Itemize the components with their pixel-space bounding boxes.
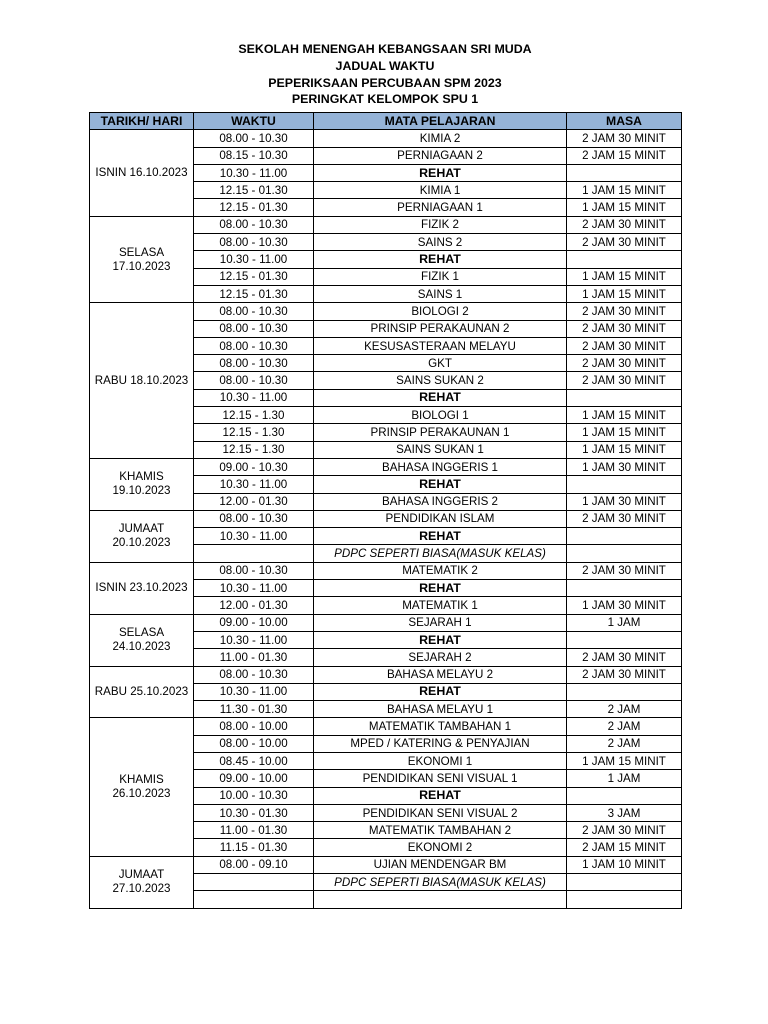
subject-cell: PDPC SEPERTI BIASA(MASUK KELAS): [314, 545, 567, 562]
subject-cell: PRINSIP PERAKAUNAN 2: [314, 320, 567, 337]
time-cell: 10.30 - 11.00: [194, 528, 314, 545]
subject-cell: SEJARAH 1: [314, 614, 567, 631]
time-cell: 08.00 - 10.30: [194, 562, 314, 579]
duration-cell: 2 JAM: [567, 735, 682, 752]
table-row: [90, 614, 682, 631]
day-cell: SELASA 24.10.2023: [90, 614, 194, 666]
duration-cell: 2 JAM 30 MINIT: [567, 822, 682, 839]
duration-cell: 1 JAM: [567, 770, 682, 787]
time-cell: 08.00 - 10.30: [194, 372, 314, 389]
subject-cell: EKONOMI 1: [314, 752, 567, 769]
subject-cell: REHAT: [314, 580, 567, 597]
time-cell: 08.00 - 10.30: [194, 216, 314, 233]
col-header-duration: MASA: [567, 113, 682, 130]
subject-cell: MPED / KATERING & PENYAJIAN: [314, 735, 567, 752]
subject-cell: PENDIDIKAN ISLAM: [314, 510, 567, 527]
subject-cell: SAINS SUKAN 1: [314, 441, 567, 458]
duration-cell: 1 JAM 10 MINIT: [567, 856, 682, 873]
exam-level: PERINGKAT KELOMPOK SPU 1: [291, 92, 479, 107]
day-cell: SELASA 17.10.2023: [90, 216, 194, 302]
duration-cell: 2 JAM 30 MINIT: [567, 337, 682, 354]
time-cell: 12.15 - 01.30: [194, 199, 314, 216]
time-cell: 08.15 - 10.30: [194, 147, 314, 164]
day-cell: RABU 18.10.2023: [90, 303, 194, 459]
duration-cell: [567, 874, 682, 891]
duration-cell: 1 JAM 30 MINIT: [567, 597, 682, 614]
duration-cell: 2 JAM 15 MINIT: [567, 839, 682, 856]
duration-cell: 3 JAM: [567, 804, 682, 821]
subject-cell: REHAT: [314, 683, 567, 700]
subject-cell: FIZIK 2: [314, 216, 567, 233]
subject-cell: BAHASA MELAYU 2: [314, 666, 567, 683]
time-cell: 12.15 - 01.30: [194, 285, 314, 302]
duration-cell: [567, 545, 682, 562]
duration-cell: 1 JAM 15 MINIT: [567, 752, 682, 769]
time-cell: 12.15 - 1.30: [194, 424, 314, 441]
duration-cell: 1 JAM 15 MINIT: [567, 424, 682, 441]
time-cell: 08.00 - 10.30: [194, 234, 314, 251]
subject-cell: REHAT: [314, 528, 567, 545]
time-cell: 11.15 - 01.30: [194, 839, 314, 856]
table-row: [90, 856, 682, 873]
time-cell: 10.30 - 11.00: [194, 164, 314, 181]
subject-cell: PENDIDIKAN SENI VISUAL 1: [314, 770, 567, 787]
table-row: [90, 562, 682, 579]
time-cell: 10.30 - 11.00: [194, 389, 314, 406]
duration-cell: [567, 164, 682, 181]
subject-cell: SAINS 2: [314, 234, 567, 251]
timetable-body: [90, 130, 682, 908]
document-header: [89, 41, 681, 108]
day-cell: KHAMIS 26.10.2023: [90, 718, 194, 856]
time-cell: 11.30 - 01.30: [194, 701, 314, 718]
duration-cell: [567, 389, 682, 406]
subject-cell: MATEMATIK TAMBAHAN 2: [314, 822, 567, 839]
subject-cell: REHAT: [314, 251, 567, 268]
subject-cell: FIZIK 1: [314, 268, 567, 285]
duration-cell: 1 JAM: [567, 614, 682, 631]
subject-cell: MATEMATIK 1: [314, 597, 567, 614]
subject-cell: SEJARAH 2: [314, 649, 567, 666]
col-header-time: WAKTU: [194, 113, 314, 130]
subject-cell: KIMIA 2: [314, 130, 567, 147]
time-cell: 08.00 - 10.30: [194, 355, 314, 372]
time-cell: 08.00 - 09.10: [194, 856, 314, 873]
col-header-subject: MATA PELAJARAN: [314, 113, 567, 130]
time-cell: 09.00 - 10.00: [194, 770, 314, 787]
table-row: [90, 666, 682, 683]
subject-cell: REHAT: [314, 787, 567, 804]
day-cell: JUMAAT 27.10.2023: [90, 856, 194, 908]
time-cell: 11.00 - 01.30: [194, 649, 314, 666]
duration-cell: 2 JAM 30 MINIT: [567, 510, 682, 527]
duration-cell: 2 JAM: [567, 701, 682, 718]
duration-cell: [567, 528, 682, 545]
school-name: SEKOLAH MENENGAH KEBANGSAAN SRI MUDA: [238, 42, 532, 56]
subject-cell: EKONOMI 2: [314, 839, 567, 856]
subject-cell: PERNIAGAAN 2: [314, 147, 567, 164]
time-cell: 10.30 - 11.00: [194, 476, 314, 493]
time-cell: 10.00 - 10.30: [194, 787, 314, 804]
duration-cell: 1 JAM 30 MINIT: [567, 458, 682, 475]
time-cell: 08.00 - 10.00: [194, 718, 314, 735]
time-cell: 12.15 - 01.30: [194, 182, 314, 199]
duration-cell: 1 JAM 15 MINIT: [567, 182, 682, 199]
subject-cell: MATEMATIK TAMBAHAN 1: [314, 718, 567, 735]
time-cell: 08.00 - 10.30: [194, 130, 314, 147]
subject-cell: BAHASA INGGERIS 1: [314, 458, 567, 475]
subject-cell: MATEMATIK 2: [314, 562, 567, 579]
subject-cell: REHAT: [314, 476, 567, 493]
duration-cell: [567, 580, 682, 597]
time-cell: 08.45 - 10.00: [194, 752, 314, 769]
time-cell: 12.15 - 1.30: [194, 407, 314, 424]
duration-cell: 1 JAM 15 MINIT: [567, 407, 682, 424]
duration-cell: 1 JAM 15 MINIT: [567, 268, 682, 285]
duration-cell: [567, 683, 682, 700]
day-cell: JUMAAT 20.10.2023: [90, 510, 194, 562]
time-cell: 10.30 - 11.00: [194, 251, 314, 268]
time-cell: 08.00 - 10.30: [194, 666, 314, 683]
col-header-date: TARIKH/ HARI: [90, 113, 194, 130]
duration-cell: 2 JAM 30 MINIT: [567, 303, 682, 320]
timetable: [89, 112, 682, 909]
subject-cell: GKT: [314, 355, 567, 372]
subject-cell: UJIAN MENDENGAR BM: [314, 856, 567, 873]
time-cell: 08.00 - 10.30: [194, 303, 314, 320]
subject-cell: BAHASA INGGERIS 2: [314, 493, 567, 510]
day-cell: ISNIN 23.10.2023: [90, 562, 194, 614]
time-cell: 08.00 - 10.30: [194, 510, 314, 527]
subject-cell: PENDIDIKAN SENI VISUAL 2: [314, 804, 567, 821]
time-cell: 12.00 - 01.30: [194, 493, 314, 510]
duration-cell: 2 JAM 30 MINIT: [567, 130, 682, 147]
duration-cell: 2 JAM: [567, 718, 682, 735]
time-cell: 09.00 - 10.30: [194, 458, 314, 475]
duration-cell: 1 JAM 15 MINIT: [567, 441, 682, 458]
duration-cell: 2 JAM 30 MINIT: [567, 355, 682, 372]
table-row: [90, 510, 682, 527]
duration-cell: 2 JAM 30 MINIT: [567, 562, 682, 579]
table-row: [90, 130, 682, 147]
duration-cell: 1 JAM 15 MINIT: [567, 285, 682, 302]
duration-cell: [567, 476, 682, 493]
subject-cell: KIMIA 1: [314, 182, 567, 199]
table-row: [90, 458, 682, 475]
time-cell: 10.30 - 11.00: [194, 683, 314, 700]
table-row: [90, 216, 682, 233]
subject-cell: PDPC SEPERTI BIASA(MASUK KELAS): [314, 874, 567, 891]
duration-cell: 2 JAM 30 MINIT: [567, 320, 682, 337]
day-cell: RABU 25.10.2023: [90, 666, 194, 718]
time-cell: 10.30 - 11.00: [194, 631, 314, 648]
duration-cell: 2 JAM 30 MINIT: [567, 216, 682, 233]
duration-cell: 2 JAM 30 MINIT: [567, 234, 682, 251]
time-cell: 10.30 - 01.30: [194, 804, 314, 821]
subject-cell: SAINS 1: [314, 285, 567, 302]
subject-cell: [314, 891, 567, 908]
timetable-header-row: [90, 113, 682, 130]
time-cell: 08.00 - 10.00: [194, 735, 314, 752]
duration-cell: [567, 787, 682, 804]
time-cell: 08.00 - 10.30: [194, 320, 314, 337]
time-cell: [194, 874, 314, 891]
duration-cell: 1 JAM 15 MINIT: [567, 199, 682, 216]
document-title: JADUAL WAKTU: [335, 58, 435, 73]
duration-cell: [567, 251, 682, 268]
subject-cell: REHAT: [314, 631, 567, 648]
duration-cell: [567, 631, 682, 648]
duration-cell: 2 JAM 15 MINIT: [567, 147, 682, 164]
duration-cell: 2 JAM 30 MINIT: [567, 649, 682, 666]
subject-cell: REHAT: [314, 389, 567, 406]
subject-cell: SAINS SUKAN 2: [314, 372, 567, 389]
duration-cell: 2 JAM 30 MINIT: [567, 666, 682, 683]
time-cell: 10.30 - 11.00: [194, 580, 314, 597]
day-cell: KHAMIS 19.10.2023: [90, 458, 194, 510]
subject-cell: PRINSIP PERAKAUNAN 1: [314, 424, 567, 441]
time-cell: [194, 891, 314, 908]
subject-cell: BIOLOGI 2: [314, 303, 567, 320]
time-cell: 11.00 - 01.30: [194, 822, 314, 839]
time-cell: 12.15 - 01.30: [194, 268, 314, 285]
subject-cell: KESUSASTERAAN MELAYU: [314, 337, 567, 354]
time-cell: 08.00 - 10.30: [194, 337, 314, 354]
duration-cell: 2 JAM 30 MINIT: [567, 372, 682, 389]
exam-name: PEPERIKSAAN PERCUBAAN SPM 2023: [268, 75, 502, 90]
subject-cell: BIOLOGI 1: [314, 407, 567, 424]
day-cell: ISNIN 16.10.2023: [90, 130, 194, 216]
table-row: [90, 718, 682, 735]
time-cell: 12.15 - 1.30: [194, 441, 314, 458]
subject-cell: PERNIAGAAN 1: [314, 199, 567, 216]
time-cell: 09.00 - 10.00: [194, 614, 314, 631]
duration-cell: [567, 891, 682, 908]
time-cell: 12.00 - 01.30: [194, 597, 314, 614]
duration-cell: 1 JAM 30 MINIT: [567, 493, 682, 510]
subject-cell: BAHASA MELAYU 1: [314, 701, 567, 718]
table-row: [90, 303, 682, 320]
subject-cell: REHAT: [314, 164, 567, 181]
time-cell: [194, 545, 314, 562]
